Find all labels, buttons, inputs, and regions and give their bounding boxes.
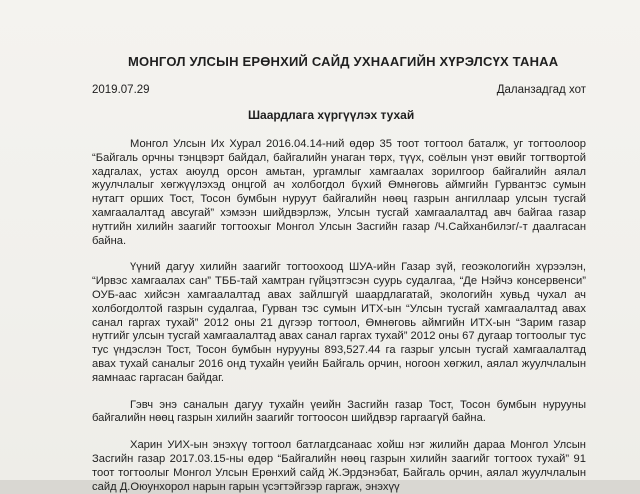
paragraph-2: Үүний дагуу хилийн заагийг тогтоохоод ШУА-ийн Газар зүй, геоэкологийн хүрээлэн, “Ирвэс хамгаалах сан” ТББ-тай хамтран гүйцэтгэсэн суурь судалгаа, “Де Нэйчэ консервенси” ОУБ-аас хийсэн хамгаалалтад авах зайлшгүй шаардлагатай, экологийн хувьд чухал ач холбогдолтой газрын судалгаа, Гурван тэс сумын ИТХ-ын “Улсын тусгай хамгаалалтад авах санал гаргах тухай” 2012 оны 21 дүгээр тогтоол, Өмнөговь аймгийн ИТХ-ын “Зарим газар нутгийг улсын тусгай хамгаалалтад авах санал гаргах тухай” 2012 оны 67 дугаар тогтоолыг тус тус үндэслэн Тост, Тосон бумбын нурууны 893,527.44 га газрыг улсын тусгай хамгаалалтад авах тухай саналыг 2016 онд тухайн үеийн Байгаль орчин, ногоон хөгжил, аялал жуулчлалын яамнаас гаргасан байдаг. <box>92 261 586 384</box>
paragraph-3: Гэвч энэ саналын дагуу тухайн үеийн Засгийн газар Тост, Тосон бумбын нурууны байгалийн нөөц газрын хилийн заагийг тогтоосон шийдвэр гаргаагүй байна. <box>92 398 586 425</box>
document-title: МОНГОЛ УЛСЫН ЕРӨНХИЙ САЙД УХНААГИЙН ХҮРЭЛСҮХ ТАНАА <box>128 54 559 69</box>
document-body <box>92 138 586 494</box>
document-date: 2019.07.29 <box>92 84 150 96</box>
paragraph-4: Харин УИХ-ын энэхүү тогтоол батлагдсанаас хойш нэг жилийн дараа Монгол Улсын Засгийн газар 2017.03.15-ны өдөр “Байгалийн нөөц газрын хилийн заагийг тогтоох тухай” 91 тоот тогтоолыг Монгол Улсын Ерөнхий сайд Ж.Эрдэнэбат, Байгаль орчин, аялал жуулчлалын сайд Д.Оюунхорол нарын гарын үсэгтэйгээр гаргаж, энэхүү <box>92 439 586 493</box>
document-subject: Шаардлага хүргүүлэх тухай <box>248 108 415 122</box>
paragraph-1: Монгол Улсын Их Хурал 2016.04.14-ний өдөр 35 тоот тогтоол баталж, уг тогтоолоор “Байгаль орчны тэнцвэрт байдал, байгалийн унаган төрх, түүх, соёлын үнэт өвийг тогтвортой хадгалах, устах аюулд орсон амьтан, ургамлыг хамгаалах зорилгоор байгалийн аялал жуулчлалыг хөгжүүлэхэд онцгой ач холбогдол бүхий Өмнөговь аймгийн Гурвантэс сумын нутагт орших Тост, Тосон бумбын нуруут байгалийн нөөц газрын ангиллаар улсын тусгай хамгаалалтад авсугай” хэмээн шийдвэрлэж, Улсын тусгай хамгаалалтад авч байгаа газар нутгийн хилийн заагийг тогтоохыг Монгол Улсын Засгийн газар /Ч.Сайханбилэг/-т даалгасан байна. <box>92 138 586 247</box>
document-place: Даланзадгад хот <box>496 84 586 96</box>
